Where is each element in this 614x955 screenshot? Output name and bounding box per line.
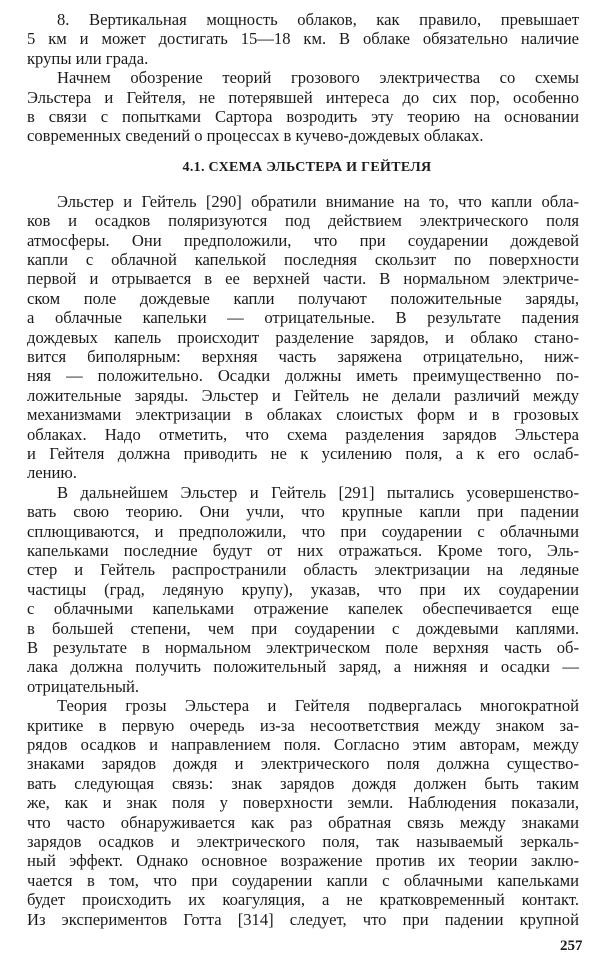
s-p2-line-7: с облачными капельками отражение капелек обеспечивается еще	[27, 599, 579, 619]
s-p3-line-3: рядов осадков и направлением поля. Согласно этим авторам, между	[27, 735, 579, 754]
s-p2-line-4: капельками последние будут от них отражаться. Кроме того, Эль-	[27, 541, 579, 560]
s-p2-line-5: стер и Гейтель распространили область электризации на ледяные	[27, 560, 579, 580]
intro-p2-line-4: современных сведений о процессах в кучево-дождевых облаках.	[27, 126, 484, 146]
s-p3-line-7: что часто обнаруживается как раз обратная связь между знаками	[27, 812, 579, 832]
section-heading: 4.1. СХЕМА ЭЛЬСТЕРА И ГЕЙТЕЛЯ	[182, 159, 432, 175]
intro-p1-line-2: 5 км и может достигать 15—18 км. В облаке обязательно наличие	[27, 29, 579, 49]
s-p1-line-11: ложительные заряды. Эльстер и Гейтель не делали различий между	[27, 385, 579, 405]
s-p3-line-12: Из экспериментов Готта [314] следует, что при падении крупной	[27, 909, 579, 929]
intro-p2-line-3: в связи с попытками Сартора возродить эту теорию на основании	[27, 107, 579, 126]
s-p1-line-4: капли с облачной капелькой последняя скользит по поверхности	[27, 250, 579, 269]
s-p1-line-12: механизмами электризации в облаках слоистых форм и в грозовых	[27, 405, 579, 425]
s-p3-line-2: критике в первую очередь из-за несоответствия между знаком за-	[27, 715, 579, 735]
s-p2-line-6: частицы (град, ледяную крупу), указав, что при их соударении	[27, 579, 579, 599]
s-p1-line-1: Эльстер и Гейтель [290] обратили внимание на то, что капли обла-	[57, 191, 579, 211]
s-p3-line-6: же, как и знак поля у поверхности земли. Наблюдения показали,	[27, 793, 579, 813]
s-p1-line-3: атмосферы. Они предположили, что при соударении дождевой	[27, 230, 579, 250]
s-p1-line-5: первой и отрывается в ее верхней части. В нормальном электриче-	[27, 269, 579, 289]
s-p2-line-8: в большей степени, чем при соударении с дождевыми каплями.	[27, 618, 579, 638]
s-p1-line-8: дождевых капель происходит разделение зарядов, и облако стано-	[27, 327, 579, 347]
s-p3-line-5: вать следующая связь: знак зарядов дождя должен быть таким	[27, 773, 579, 793]
s-p3-line-11: будет происходить их коагуляция, а не кратковременный контакт.	[27, 890, 579, 910]
intro-p2-line-2: Эльстера и Гейтеля, не потерявшей интереса до сих пор, особенно	[27, 87, 579, 107]
s-p2-line-1: В дальнейшем Эльстер и Гейтель [291] пытались усовершенство-	[57, 482, 579, 502]
s-p2-line-9: В результате в нормальном электрическом поле верхняя часть об-	[27, 638, 579, 657]
s-p3-line-8: зарядов осадков и электрического поля, так называемый зеркаль-	[27, 832, 579, 851]
s-p2-line-2: вать свою теорию. Они учли, что крупные капли при падении	[27, 502, 579, 522]
s-p1-line-13: облаках. Надо отметить, что схема разделения зарядов Эльстера	[27, 424, 579, 444]
intro-p1-line-3: крупы или града.	[27, 48, 149, 68]
s-p2-line-10: лака должна получить положительный заряд, а нижняя и осадки —	[27, 657, 579, 677]
s-p3-line-9: ный эффект. Однако основное возражение против их теории заклю-	[27, 851, 579, 871]
intro-p1-line-1: 8. Вертикальная мощность облаков, как правило, превышает	[57, 10, 579, 29]
intro-p2-line-1: Начнем обозрение теорий грозового электричества со схемы	[57, 68, 579, 88]
s-p1-line-10: няя — положительно. Осадки должны иметь преимущественно по-	[27, 366, 579, 386]
s-p2-line-11: отрицательный.	[27, 676, 140, 696]
s-p3-line-10: чается в том, что при соударении капли с облачными капельками	[27, 870, 579, 890]
s-p2-line-3: сплющиваются, и предположили, что при соударении с облачными	[27, 521, 579, 541]
s-p1-line-2: ков и осадков поляризуются под действием электрического поля	[27, 211, 579, 231]
s-p1-line-15: лению.	[27, 463, 77, 483]
s-p1-line-9: вится биполярным: верхняя часть заряжена отрицательно, ниж-	[27, 347, 579, 366]
s-p3-line-1: Теория грозы Эльстера и Гейтеля подвергалась многократной	[57, 696, 579, 716]
s-p3-line-4: знаками зарядов дождя и электрического поля должна существо-	[27, 754, 579, 774]
s-p1-line-14: и Гейтеля должна приводить не к усилению поля, а к его ослаб-	[27, 444, 579, 463]
page-number: 257	[560, 937, 583, 954]
s-p1-line-7: а облачные капельки — отрицательные. В результате падения	[27, 308, 579, 328]
s-p1-line-6: ском поле дождевые капли получают положительные заряды,	[27, 288, 579, 308]
